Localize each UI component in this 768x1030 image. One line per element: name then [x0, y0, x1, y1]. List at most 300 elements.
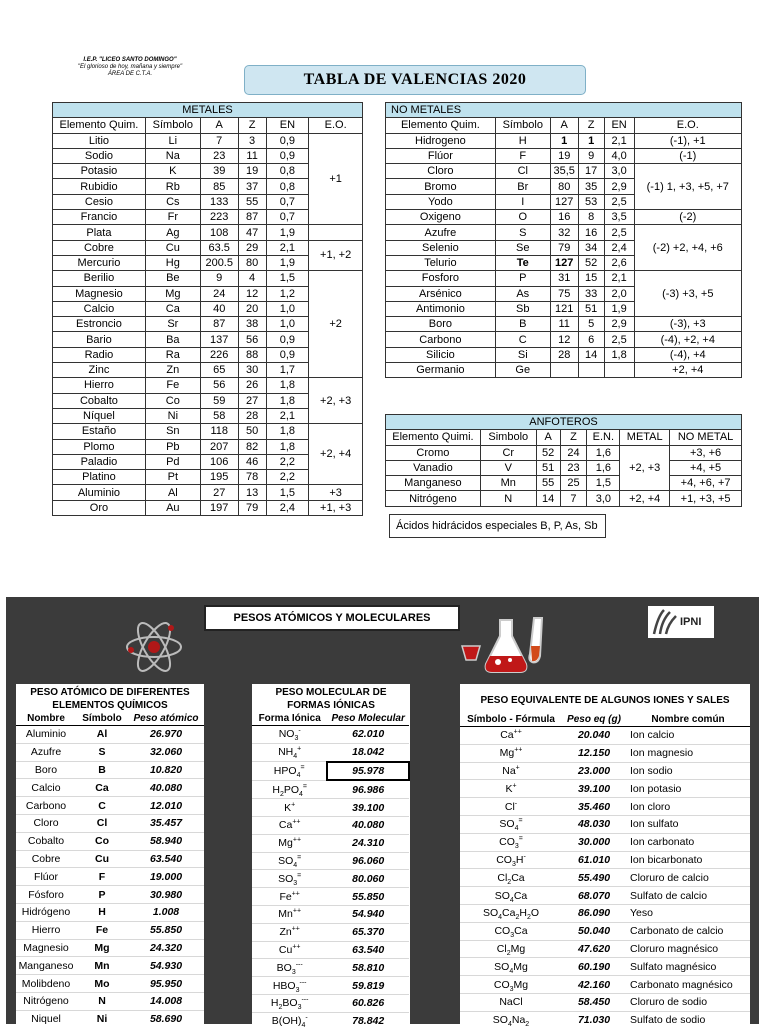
equivalent-weight: 68.070: [562, 887, 626, 905]
atomic-mass: 85: [200, 179, 238, 194]
column-header: Z: [238, 118, 266, 133]
formula: Na+: [460, 762, 562, 780]
electronegativity: 2,1: [604, 133, 634, 148]
table-row: [460, 798, 750, 816]
atomic-mass: 9: [200, 271, 238, 286]
element-name: Plata: [53, 225, 146, 240]
element-name: Litio: [53, 133, 146, 148]
atomic-weight: 63.540: [128, 850, 204, 868]
atomic-weight: 24.320: [128, 939, 204, 957]
element-symbol: Pt: [145, 470, 200, 485]
element-name: Mercurio: [53, 255, 146, 270]
table-row: [53, 500, 363, 515]
atomic-number: 37: [238, 179, 266, 194]
atomic-mass: 23: [200, 148, 238, 163]
atomic-mass: 24: [200, 286, 238, 301]
table-row: [460, 887, 750, 905]
table-row: [16, 850, 204, 868]
ionic-form: Zn++: [252, 923, 327, 941]
ionic-form: Cu++: [252, 941, 327, 959]
atomic-number: 79: [238, 500, 266, 515]
atomic-weight: 58.690: [128, 1010, 204, 1027]
equivalent-weight: 23.000: [562, 762, 626, 780]
anfoteros-caption: ANFOTEROS: [386, 415, 742, 430]
common-name: Cloruro de sodio: [626, 993, 750, 1011]
element-name: Fosforo: [386, 271, 496, 286]
element-name: Magnesio: [16, 939, 76, 957]
atom-icon: [125, 620, 183, 674]
element-name: Paladio: [53, 454, 146, 469]
table-row: [252, 905, 409, 923]
common-name: Ion potasio: [626, 780, 750, 798]
leaf-icon: [650, 606, 680, 638]
atomic-number: 11: [238, 148, 266, 163]
atomic-mass: 65: [200, 363, 238, 378]
atomic-number: 6: [578, 332, 604, 347]
formula: K+: [460, 780, 562, 798]
atomic-mass: 79: [550, 240, 578, 255]
molecular-weight: 60.826: [327, 994, 409, 1012]
note-text: Ácidos hidrácidos especiales B, P, As, Sb: [396, 520, 598, 532]
table-row: [16, 957, 204, 975]
atomic-mass: 75: [550, 286, 578, 301]
element-symbol: Mg: [145, 286, 200, 301]
nonmetal-oxidation-state: +4, +5: [670, 460, 742, 475]
table-row: [386, 332, 742, 347]
element-name: Silicio: [386, 347, 496, 362]
atomic-mass: 56: [200, 378, 238, 393]
atomic-mass: 226: [200, 347, 238, 362]
formula: $Cl_2Ca$: [460, 869, 562, 887]
common-name: Ion calcio: [626, 727, 750, 745]
element-symbol: N: [76, 992, 128, 1010]
element-symbol: Na: [145, 148, 200, 163]
electronegativity: 1,8: [266, 378, 309, 393]
nonmetal-oxidation-state: +3, +6: [670, 445, 742, 460]
atomic-mass: 127: [550, 194, 578, 209]
table-row: [460, 869, 750, 887]
element-symbol: C: [76, 797, 128, 815]
element-name: Nitrógeno: [386, 491, 481, 506]
atomic-number: 47: [238, 225, 266, 240]
page-title: TABLA DE VALENCIAS 2020: [244, 65, 586, 95]
element-symbol: Si: [495, 347, 550, 362]
anfoteros-header-row: [386, 430, 742, 445]
element-symbol: H: [76, 903, 128, 921]
element-symbol: Al: [145, 485, 200, 500]
atomic-number: 23: [560, 460, 587, 475]
element-symbol: Br: [495, 179, 550, 194]
column-header: Peso Molecular: [327, 712, 409, 726]
table-row: [460, 940, 750, 958]
table-row: [460, 958, 750, 976]
formula: $Cl_2Mg$: [460, 940, 562, 958]
table-row: [386, 491, 742, 506]
electronegativity: 3,0: [604, 164, 634, 179]
electronegativity: 1,5: [266, 485, 309, 500]
element-name: Oro: [53, 500, 146, 515]
electronegativity: 1,8: [266, 393, 309, 408]
atomic-number: 1: [578, 133, 604, 148]
atomic-mass: 121: [550, 301, 578, 316]
table-row: [53, 271, 363, 286]
equivalent-weight-panel: [460, 684, 750, 1029]
table-row: [252, 977, 409, 995]
element-symbol: Zn: [145, 363, 200, 378]
element-symbol: Rb: [145, 179, 200, 194]
electronegativity: 1,8: [266, 424, 309, 439]
element-name: Calcio: [16, 779, 76, 797]
table-row: [252, 834, 409, 852]
atomic-mass: 39: [200, 164, 238, 179]
school-area: ÁREA DE C.T.A.: [107, 71, 153, 77]
anfoteros-caption-row: [386, 415, 742, 430]
element-name: Molibdeno: [16, 975, 76, 993]
common-name: Ion cloro: [626, 798, 750, 816]
molecular-weight: 63.540: [327, 941, 409, 959]
electronegativity: 4,0: [604, 148, 634, 163]
molecular-weight: 80.060: [327, 870, 409, 888]
equivalent-weight: 39.100: [562, 780, 626, 798]
ionic-form: $SO_4^=$: [252, 852, 327, 870]
atomic-mass: 16: [550, 210, 578, 225]
column-header: Simbolo: [480, 430, 536, 445]
element-name: Zinc: [53, 363, 146, 378]
atomic-mass: 207: [200, 439, 238, 454]
column-header: Peso eq (g): [562, 713, 626, 727]
acidos-hidracidos-note: [389, 514, 606, 538]
atomic-weight: 26.970: [128, 726, 204, 744]
element-name: Cromo: [386, 445, 481, 460]
electronegativity: 0,8: [266, 164, 309, 179]
equivalent-weight: 60.190: [562, 958, 626, 976]
equivalent-weight-table: [460, 713, 750, 1029]
atomic-number: 87: [238, 210, 266, 225]
element-name: Hidrógeno: [16, 903, 76, 921]
table-row: [386, 164, 742, 179]
common-name: Carbonato de calcio: [626, 922, 750, 940]
atomic-mass: 127: [550, 255, 578, 270]
element-name: Cloro: [386, 164, 496, 179]
atomic-number: 28: [238, 408, 266, 423]
table-row: [252, 888, 409, 906]
oxidation-state: (-2) +2, +4, +6: [634, 225, 741, 271]
column-header: Símbolo: [495, 118, 550, 133]
atomic-number: 13: [238, 485, 266, 500]
element-name: Sodio: [53, 148, 146, 163]
element-symbol: Co: [145, 393, 200, 408]
table-row: [53, 225, 363, 240]
column-header: Z: [578, 118, 604, 133]
element-name: Cobre: [53, 240, 146, 255]
element-name: Cobre: [16, 850, 76, 868]
metales-caption-row: [53, 103, 363, 118]
element-name: Yodo: [386, 194, 496, 209]
atomic-mass: 63.5: [200, 240, 238, 255]
common-name: Sulfato magnésico: [626, 958, 750, 976]
equivalent-weight: 47.620: [562, 940, 626, 958]
element-symbol: Sn: [145, 424, 200, 439]
electronegativity: 1,5: [266, 271, 309, 286]
atomic-weight: 35.457: [128, 814, 204, 832]
element-symbol: S: [76, 743, 128, 761]
formula: Ca++: [460, 727, 562, 745]
atomic-weight: 54.930: [128, 957, 204, 975]
table-row: [16, 868, 204, 886]
table-row: [386, 271, 742, 286]
electronegativity: 2,1: [266, 408, 309, 423]
molecular-weight: 24.310: [327, 834, 409, 852]
atomic-mass: 59: [200, 393, 238, 408]
element-symbol: Mo: [76, 975, 128, 993]
equivalent-weight: 30.000: [562, 833, 626, 851]
molecular-weight-heading: PESO MOLECULAR DE FORMAS IÓNICAS: [275, 687, 387, 711]
table-row: [252, 959, 409, 977]
element-name: Carbono: [386, 332, 496, 347]
element-name: Nitrógeno: [16, 992, 76, 1010]
element-symbol: C: [495, 332, 550, 347]
element-name: Rubidio: [53, 179, 146, 194]
atomic-mass: 27: [200, 485, 238, 500]
element-symbol: Mg: [76, 939, 128, 957]
common-name: Cloruro magnésico: [626, 940, 750, 958]
atomic-number: 46: [238, 454, 266, 469]
table-row: [16, 814, 204, 832]
element-name: Cobalto: [53, 393, 146, 408]
element-symbol: Pd: [145, 454, 200, 469]
table-row: [16, 975, 204, 993]
table-row: [386, 445, 742, 460]
table-row: [252, 852, 409, 870]
element-name: Bromo: [386, 179, 496, 194]
school-name: I.E.P. "LICEO SANTO DOMINGO": [83, 57, 177, 63]
electronegativity: 0,9: [266, 332, 309, 347]
electronegativity: 2,6: [604, 255, 634, 270]
electronegativity: 1,8: [604, 347, 634, 362]
atomic-mass: 87: [200, 317, 238, 332]
equivalent-weight: 58.450: [562, 993, 626, 1011]
table-row: [460, 780, 750, 798]
oxidation-state: +1, +3: [309, 500, 363, 515]
table-row: [16, 832, 204, 850]
atomic-number: 82: [238, 439, 266, 454]
table-row: [386, 148, 742, 163]
element-name: Fósforo: [16, 886, 76, 904]
element-name: Calcio: [53, 301, 146, 316]
atomic-number: 88: [238, 347, 266, 362]
table-row: [252, 923, 409, 941]
molecular-weight: 54.940: [327, 905, 409, 923]
metal-oxidation-state: +2, +3: [620, 445, 670, 491]
element-name: Arsénico: [386, 286, 496, 301]
table-row: [460, 762, 750, 780]
table-row: [53, 240, 363, 255]
common-name: Cloruro de calcio: [626, 869, 750, 887]
electronegativity: 0,9: [266, 148, 309, 163]
atomic-weight: 58.940: [128, 832, 204, 850]
element-name: Azufre: [386, 225, 496, 240]
element-name: Estaño: [53, 424, 146, 439]
atomic-number: 26: [238, 378, 266, 393]
element-name: Flúor: [386, 148, 496, 163]
table-row: [16, 903, 204, 921]
table-row: [16, 886, 204, 904]
formula: $CO_3H^-$: [460, 851, 562, 869]
table-row: [460, 904, 750, 922]
element-symbol: Ag: [145, 225, 200, 240]
ionic-form: K+: [252, 799, 327, 817]
element-name: Francio: [53, 210, 146, 225]
molecular-weight-panel: [252, 684, 410, 1030]
atomic-number: 8: [578, 210, 604, 225]
element-symbol: N: [480, 491, 536, 506]
oxidation-state: (-1): [634, 148, 741, 163]
atomic-mass: 40: [200, 301, 238, 316]
formula: $SO_4Mg$: [460, 958, 562, 976]
common-name: Ion magnesio: [626, 744, 750, 762]
element-symbol: Ba: [145, 332, 200, 347]
equivalent-weight: 20.040: [562, 727, 626, 745]
formula: $SO_4Ca_2H_2O$: [460, 904, 562, 922]
electronegativity: 3,5: [604, 210, 634, 225]
electronegativity: 1,2: [266, 286, 309, 301]
element-symbol: Li: [145, 133, 200, 148]
electronegativity: 1,6: [587, 445, 620, 460]
formula: $CO_3Ca$: [460, 922, 562, 940]
ionic-form: Ca++: [252, 816, 327, 834]
column-header: Símbolo: [76, 712, 128, 726]
atomic-number: 56: [238, 332, 266, 347]
element-symbol: I: [495, 194, 550, 209]
table-row: [252, 799, 409, 817]
electronegativity: 0,9: [266, 133, 309, 148]
electronegativity: 2,2: [266, 454, 309, 469]
element-symbol: Fe: [145, 378, 200, 393]
electronegativity: 0,8: [266, 179, 309, 194]
table-row: [53, 133, 363, 148]
element-symbol: Ra: [145, 347, 200, 362]
oxidation-state: (-3) +3, +5: [634, 271, 741, 317]
school-header: [50, 57, 210, 78]
element-symbol: B: [495, 317, 550, 332]
atomic-weight: 40.080: [128, 779, 204, 797]
element-name: Germanio: [386, 363, 496, 378]
element-symbol: Al: [76, 726, 128, 744]
column-header: Z: [560, 430, 587, 445]
atomic-weight: 1.008: [128, 903, 204, 921]
atomic-number: 50: [238, 424, 266, 439]
element-symbol: Cl: [495, 164, 550, 179]
column-header: Símbolo: [145, 118, 200, 133]
atomic-number: [578, 363, 604, 378]
element-name: Potasio: [53, 164, 146, 179]
atomic-number: 51: [578, 301, 604, 316]
oxidation-state: +2: [309, 271, 363, 378]
element-name: Radio: [53, 347, 146, 362]
electronegativity: 0,7: [266, 210, 309, 225]
ionic-form: Mg++: [252, 834, 327, 852]
table-row: [386, 225, 742, 240]
element-name: Antimonio: [386, 301, 496, 316]
molecular-weight: 58.810: [327, 959, 409, 977]
oxidation-state: (-2): [634, 210, 741, 225]
ionic-form: $B(OH)_4^-$: [252, 1012, 327, 1029]
column-header: A: [550, 118, 578, 133]
table-row: [460, 993, 750, 1011]
equivalent-weight-heading: PESO EQUIVALENTE DE ALGUNOS IONES Y SALES: [480, 695, 730, 706]
atomic-number: 55: [238, 194, 266, 209]
element-symbol: Sr: [145, 317, 200, 332]
electronegativity: 1,9: [266, 225, 309, 240]
equivalent-weight: 61.010: [562, 851, 626, 869]
oxidation-state: +2, +3: [309, 378, 363, 424]
table-row: [16, 921, 204, 939]
element-name: Hidrogeno: [386, 133, 496, 148]
electronegativity: 1,0: [266, 301, 309, 316]
anfoteros-table: [385, 414, 742, 507]
table-row: [386, 133, 742, 148]
table-row: [460, 727, 750, 745]
no-metales-caption-row: [386, 103, 742, 118]
atomic-mass: 31: [550, 271, 578, 286]
table-row: [53, 378, 363, 393]
atomic-number: 33: [578, 286, 604, 301]
atomic-number: 52: [578, 255, 604, 270]
table-row: [252, 994, 409, 1012]
molecular-weight: 40.080: [327, 816, 409, 834]
lab-flask-icon: [460, 616, 552, 676]
electronegativity: 1,7: [266, 363, 309, 378]
common-name: Ion sulfato: [626, 815, 750, 833]
table-row: [53, 485, 363, 500]
equivalent-weight: 55.490: [562, 869, 626, 887]
element-symbol: Ni: [145, 408, 200, 423]
element-symbol: Fr: [145, 210, 200, 225]
molecular-weight-table: [252, 712, 410, 1030]
element-symbol: P: [495, 271, 550, 286]
table-row: [16, 761, 204, 779]
formula: NaCl: [460, 993, 562, 1011]
atomic-number: 15: [578, 271, 604, 286]
element-symbol: Cl: [76, 814, 128, 832]
column-header: METAL: [620, 430, 670, 445]
atomic-number: 80: [238, 255, 266, 270]
element-name: Cobalto: [16, 832, 76, 850]
element-name: Aluminio: [53, 485, 146, 500]
atomic-number: 4: [238, 271, 266, 286]
atomic-mass: 28: [550, 347, 578, 362]
electronegativity: 0,9: [266, 347, 309, 362]
column-header: EN: [266, 118, 309, 133]
oxidation-state: (-4), +4: [634, 347, 741, 362]
ionic-form: $HBO_3^{---}$: [252, 977, 327, 995]
element-name: Estroncio: [53, 317, 146, 332]
atomic-number: 30: [238, 363, 266, 378]
electronegativity: 2,4: [266, 500, 309, 515]
element-symbol: Pb: [145, 439, 200, 454]
no-metales-caption: NO METALES: [386, 103, 742, 118]
formula: Mg++: [460, 744, 562, 762]
ionic-form: $H_2BO_3^{---}$: [252, 994, 327, 1012]
element-symbol: F: [76, 868, 128, 886]
element-symbol: Mn: [76, 957, 128, 975]
oxidation-state: +1, +2: [309, 240, 363, 271]
atomic-number: 16: [578, 225, 604, 240]
equivalent-weight: 48.030: [562, 815, 626, 833]
molecular-weight: 55.850: [327, 888, 409, 906]
element-name: Níquel: [53, 408, 146, 423]
column-header: Nombre: [16, 712, 76, 726]
